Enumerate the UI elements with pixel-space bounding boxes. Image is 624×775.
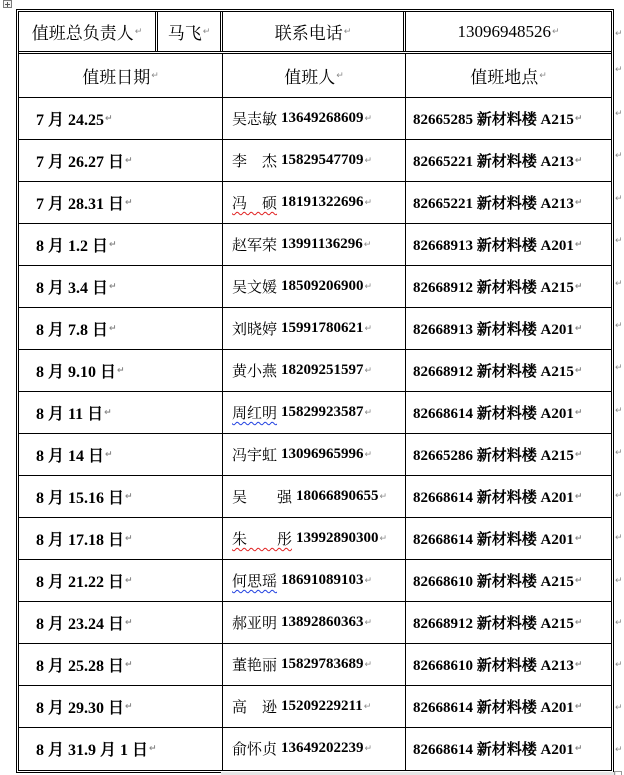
duty-date: 8 月 14 日 <box>36 448 105 465</box>
paragraph-mark-icon: ↵ <box>125 701 133 712</box>
person-name: 赵军荣 <box>232 238 278 254</box>
duty-date: 8 月 21.22 日 <box>36 574 125 591</box>
person-name: 吴志敏 <box>232 112 278 128</box>
person-name: 刘晓婷 <box>232 322 278 338</box>
paragraph-mark-icon: ↵ <box>105 449 113 460</box>
person-cell[interactable] <box>223 224 406 265</box>
paragraph-mark-icon: ↵ <box>574 491 583 502</box>
paragraph-mark-icon: ↵ <box>125 659 133 670</box>
person-phone: 13991136296 <box>281 236 363 252</box>
date-cell[interactable] <box>19 392 223 433</box>
duty-date: 8 月 29.30 日 <box>36 700 125 717</box>
paragraph-mark-icon: ↵ <box>364 407 373 418</box>
phone-label: 联系电话 <box>274 24 343 43</box>
paragraph-mark-icon: ↵ <box>109 281 117 292</box>
paragraph-mark-icon: ↵ <box>109 239 117 250</box>
person-phone: 15829783689 <box>281 656 364 672</box>
person-phone: 18691089103 <box>281 572 364 588</box>
paragraph-mark-icon: ↵ <box>574 743 583 754</box>
table-row <box>19 644 611 686</box>
paragraph-mark-icon: ↵ <box>343 26 352 37</box>
chief-phone: 13096948526 <box>457 21 551 41</box>
location-cell[interactable] <box>406 518 611 559</box>
person-cell[interactable] <box>223 266 406 307</box>
row-end-mark-icon: ↵ <box>615 151 623 161</box>
paragraph-mark-icon: ↵ <box>364 659 373 670</box>
person-cell[interactable] <box>223 686 406 727</box>
person-phone: 13649268609 <box>281 110 364 126</box>
row-end-mark-icon: ↵ <box>615 321 623 331</box>
paragraph-mark-icon: ↵ <box>574 281 583 292</box>
location-cell[interactable] <box>406 350 611 391</box>
person-cell[interactable] <box>223 518 406 559</box>
row-end-mark-icon: ↵ <box>615 279 623 289</box>
paragraph-mark-icon: ↵ <box>125 197 133 208</box>
header-person-cell[interactable] <box>223 54 406 97</box>
duty-schedule-table <box>16 9 614 773</box>
duty-location: 82665286 新材料楼 A215 <box>413 448 574 464</box>
column-header-row <box>19 54 611 98</box>
location-cell[interactable] <box>406 182 611 223</box>
row-end-mark-icon: ↵ <box>615 109 623 119</box>
paragraph-mark-icon: ↵ <box>574 113 583 124</box>
table-row <box>19 518 611 560</box>
person-cell[interactable] <box>223 434 406 475</box>
phone-value-cell[interactable] <box>406 12 611 51</box>
paragraph-mark-icon: ↵ <box>574 575 583 586</box>
duty-date: 8 月 9.10 日 <box>36 364 117 381</box>
person-phone: 15209229211 <box>281 698 363 714</box>
chief-label-cell[interactable] <box>19 12 158 51</box>
person-name: 李 杰 <box>232 154 278 170</box>
header-date-cell[interactable] <box>19 54 223 97</box>
table-row <box>19 98 611 140</box>
person-phone: 15829547709 <box>281 152 364 168</box>
chief-label: 值班总负责人 <box>31 24 134 43</box>
table-resize-handle-icon[interactable] <box>614 771 622 775</box>
date-cell[interactable] <box>19 98 223 139</box>
table-row <box>19 434 611 476</box>
location-cell[interactable] <box>406 224 611 265</box>
paragraph-mark-icon: ↵ <box>364 449 373 460</box>
location-cell[interactable] <box>406 392 611 433</box>
header-location: 值班地点 <box>470 68 539 87</box>
table-move-handle-icon[interactable] <box>3 0 12 8</box>
person-name: 郝亚明 <box>232 616 278 632</box>
paragraph-mark-icon: ↵ <box>574 701 583 712</box>
paragraph-mark-icon: ↵ <box>379 491 388 502</box>
paragraph-mark-icon: ↵ <box>364 197 373 208</box>
person-name: 冯 硕 <box>232 196 278 212</box>
table-row <box>19 686 611 728</box>
paragraph-mark-icon: ↵ <box>574 323 583 334</box>
table-row <box>19 350 611 392</box>
row-end-mark-icon: ↵ <box>615 618 623 628</box>
duty-location: 82668912 新材料楼 A215 <box>413 364 574 380</box>
person-name: 俞怀贞 <box>232 742 278 759</box>
paragraph-mark-icon: ↵ <box>364 323 373 334</box>
duty-location: 82665285 新材料楼 A215 <box>413 112 574 128</box>
table-row <box>19 476 611 518</box>
row-end-mark-icon: ↵ <box>615 660 623 670</box>
paragraph-mark-icon: ↵ <box>125 533 133 544</box>
row-end-mark-icon: ↵ <box>615 65 623 75</box>
paragraph-mark-icon: ↵ <box>202 26 211 37</box>
duty-date: 7 月 28.31 日 <box>36 196 125 213</box>
table-row <box>19 728 611 770</box>
person-phone: 13649202239 <box>281 740 364 757</box>
table-row <box>19 182 611 224</box>
person-name: 何思瑶 <box>232 574 278 590</box>
person-cell[interactable] <box>223 560 406 601</box>
location-cell[interactable] <box>406 686 611 727</box>
chief-name: 马飞 <box>167 24 202 43</box>
paragraph-mark-icon: ↵ <box>363 239 372 250</box>
location-cell[interactable] <box>406 644 611 685</box>
paragraph-mark-icon: ↵ <box>551 26 560 37</box>
duty-date: 8 月 23.24 日 <box>36 616 125 633</box>
duty-location: 82668614 新材料楼 A201 <box>413 406 574 422</box>
person-cell[interactable] <box>223 476 406 517</box>
paragraph-mark-icon: ↵ <box>574 365 583 376</box>
row-end-mark-icon: ↵ <box>615 745 623 755</box>
location-cell[interactable] <box>406 434 611 475</box>
paragraph-mark-icon: ↵ <box>379 533 388 544</box>
paragraph-mark-icon: ↵ <box>104 407 112 418</box>
duty-location: 82668913 新材料楼 A201 <box>413 238 574 254</box>
person-cell[interactable] <box>223 350 406 391</box>
duty-location: 82668614 新材料楼 A201 <box>413 700 574 716</box>
duty-location: 82668614 新材料楼 A201 <box>413 742 574 759</box>
table-row <box>19 266 611 308</box>
person-cell[interactable] <box>223 392 406 433</box>
row-end-mark-icon: ↵ <box>615 406 623 416</box>
duty-date: 8 月 11 日 <box>36 406 104 423</box>
table-row <box>19 224 611 266</box>
location-cell[interactable] <box>406 728 611 770</box>
person-name: 周红明 <box>232 406 278 422</box>
paragraph-mark-icon: ↵ <box>336 70 344 81</box>
duty-location: 82668912 新材料楼 A215 <box>413 616 574 632</box>
table-row <box>19 602 611 644</box>
paragraph-mark-icon: ↵ <box>364 743 373 754</box>
person-cell[interactable] <box>223 98 406 139</box>
location-cell[interactable] <box>406 266 611 307</box>
duty-rows <box>19 98 611 770</box>
row-end-mark-icon: ↵ <box>615 363 623 373</box>
duty-date: 7 月 26.27 日 <box>36 154 125 171</box>
date-cell[interactable] <box>19 686 223 727</box>
paragraph-mark-icon: ↵ <box>109 323 117 334</box>
duty-date: 7 月 24.25 <box>36 112 105 129</box>
table-row <box>19 308 611 350</box>
person-phone: 18191322696 <box>281 194 364 210</box>
location-cell[interactable] <box>406 308 611 349</box>
person-cell[interactable] <box>223 728 406 770</box>
person-phone: 13992890300 <box>296 530 379 546</box>
paragraph-mark-icon: ↵ <box>574 239 583 250</box>
duty-location: 82668614 新材料楼 A201 <box>413 532 574 548</box>
row-end-mark-icon: ↵ <box>615 448 623 458</box>
row-end-mark-icon: ↵ <box>615 236 623 246</box>
person-name: 董艳丽 <box>232 658 278 674</box>
date-cell[interactable] <box>19 560 223 601</box>
paragraph-mark-icon: ↵ <box>151 70 159 81</box>
table-row <box>19 392 611 434</box>
paragraph-mark-icon: ↵ <box>364 575 373 586</box>
person-phone: 13892860363 <box>281 614 364 630</box>
date-cell[interactable] <box>19 182 223 223</box>
row-end-mark-icon: ↵ <box>615 703 623 713</box>
table-row <box>19 560 611 602</box>
person-phone: 18066890655 <box>296 488 379 504</box>
duty-date: 8 月 1.2 日 <box>36 238 109 255</box>
duty-location: 82668614 新材料楼 A201 <box>413 490 574 506</box>
duty-location: 82668913 新材料楼 A201 <box>413 322 574 338</box>
date-cell[interactable] <box>19 476 223 517</box>
paragraph-mark-icon: ↵ <box>574 659 583 670</box>
row-end-mark-icon: ↵ <box>615 533 623 543</box>
person-cell[interactable] <box>223 182 406 223</box>
duty-location: 82665221 新材料楼 A213 <box>413 154 574 170</box>
location-cell[interactable] <box>406 98 611 139</box>
date-cell[interactable] <box>19 308 223 349</box>
date-cell[interactable] <box>19 644 223 685</box>
paragraph-mark-icon: ↵ <box>125 491 133 502</box>
table-top-row <box>19 12 611 54</box>
paragraph-mark-icon: ↵ <box>149 743 157 754</box>
date-cell[interactable] <box>19 518 223 559</box>
paragraph-mark-icon: ↵ <box>105 113 113 124</box>
person-phone: 18509206900 <box>281 278 364 294</box>
person-name: 高 逊 <box>232 700 278 716</box>
paragraph-mark-icon: ↵ <box>117 365 125 376</box>
person-name: 朱 彤 <box>232 532 293 548</box>
paragraph-mark-icon: ↵ <box>364 155 373 166</box>
paragraph-mark-icon: ↵ <box>364 113 373 124</box>
person-cell[interactable] <box>223 602 406 643</box>
person-phone: 15829923587 <box>281 404 364 420</box>
paragraph-mark-icon: ↵ <box>574 533 583 544</box>
paragraph-mark-icon: ↵ <box>364 281 373 292</box>
duty-date: 8 月 25.28 日 <box>36 658 125 675</box>
table-row <box>19 140 611 182</box>
person-phone: 15991780621 <box>281 320 364 336</box>
paragraph-mark-icon: ↵ <box>363 701 372 712</box>
date-cell[interactable] <box>19 224 223 265</box>
person-cell[interactable] <box>223 308 406 349</box>
location-cell[interactable] <box>406 476 611 517</box>
row-end-mark-icon: ↵ <box>615 576 623 586</box>
location-cell[interactable] <box>406 602 611 643</box>
person-cell[interactable] <box>223 644 406 685</box>
duty-date: 8 月 17.18 日 <box>36 532 125 549</box>
paragraph-mark-icon: ↵ <box>364 617 373 628</box>
date-cell[interactable] <box>19 350 223 391</box>
date-cell[interactable] <box>19 266 223 307</box>
date-cell[interactable] <box>19 602 223 643</box>
paragraph-mark-icon: ↵ <box>125 617 133 628</box>
paragraph-mark-icon: ↵ <box>574 407 583 418</box>
date-cell[interactable] <box>19 728 223 770</box>
person-phone: 18209251597 <box>281 362 364 378</box>
location-cell[interactable] <box>406 140 611 181</box>
location-cell[interactable] <box>406 560 611 601</box>
person-name: 黄小燕 <box>232 364 278 380</box>
duty-location: 82665221 新材料楼 A213 <box>413 196 574 212</box>
person-phone: 13096965996 <box>281 446 364 462</box>
chief-name-cell[interactable] <box>158 12 223 51</box>
person-name: 吴文媛 <box>232 280 278 296</box>
paragraph-mark-icon: ↵ <box>134 26 143 37</box>
row-end-mark-icon: ↵ <box>615 29 623 39</box>
duty-location: 82668912 新材料楼 A215 <box>413 280 574 296</box>
person-name: 冯宇虹 <box>232 448 278 464</box>
duty-location: 82668610 新材料楼 A215 <box>413 574 574 590</box>
person-cell[interactable] <box>223 140 406 181</box>
duty-date: 8 月 15.16 日 <box>36 490 125 507</box>
duty-location: 82668610 新材料楼 A213 <box>413 658 574 674</box>
person-name: 吴 强 <box>232 490 293 506</box>
date-cell[interactable] <box>19 140 223 181</box>
paragraph-mark-icon: ↵ <box>574 449 583 460</box>
phone-label-cell[interactable] <box>223 12 406 51</box>
paragraph-mark-icon: ↵ <box>125 155 133 166</box>
duty-date: 8 月 3.4 日 <box>36 280 109 297</box>
paragraph-mark-icon: ↵ <box>574 155 583 166</box>
duty-date: 8 月 7.8 日 <box>36 322 109 339</box>
header-person: 值班人 <box>284 68 336 87</box>
paragraph-mark-icon: ↵ <box>364 365 373 376</box>
paragraph-mark-icon: ↵ <box>539 70 547 81</box>
row-end-mark-icon: ↵ <box>615 491 623 501</box>
duty-date: 8 月 31.9 月 1 日 <box>36 742 149 760</box>
header-date: 值班日期 <box>82 68 151 87</box>
header-location-cell[interactable] <box>406 54 611 97</box>
date-cell[interactable] <box>19 434 223 475</box>
paragraph-mark-icon: ↵ <box>125 575 133 586</box>
paragraph-mark-icon: ↵ <box>574 617 583 628</box>
row-end-mark-icon: ↵ <box>615 194 623 204</box>
paragraph-mark-icon: ↵ <box>574 197 583 208</box>
